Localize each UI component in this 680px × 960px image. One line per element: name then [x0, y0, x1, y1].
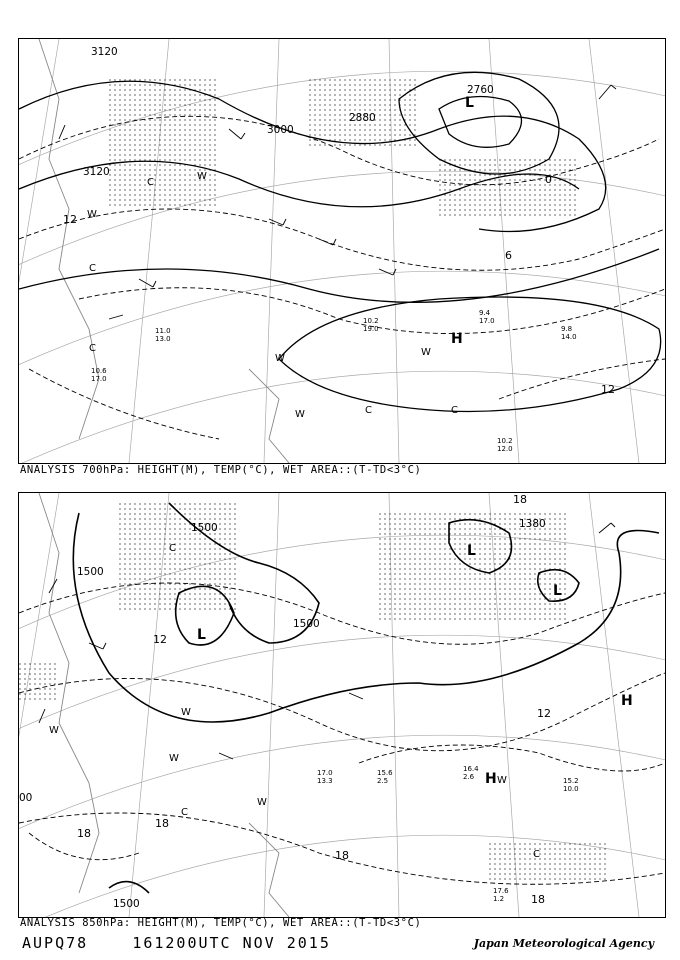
chart-code: AUPQ78 [22, 934, 89, 952]
cold-marker: C [365, 405, 372, 416]
station-temp: 9.8 [561, 325, 573, 333]
isotherm-label: 12 [537, 707, 551, 720]
height-label: 1500 [293, 618, 320, 630]
warm-marker: W [181, 707, 191, 718]
isotherm-label: 12 [601, 383, 615, 396]
cold-marker: C [181, 807, 188, 818]
isotherm-label: 18 [335, 849, 349, 862]
height-label: 1500 [113, 898, 140, 910]
height-label: 1380 [519, 518, 546, 530]
valid-time: 161200UTC NOV 2015 [132, 934, 331, 952]
station-temp: 16.4 [463, 765, 479, 773]
station-temp: 10.2 [497, 437, 513, 445]
station-dewpoint: 1.2 [493, 895, 505, 903]
warm-marker: W [295, 409, 305, 420]
station-dewpoint: 13.0 [155, 335, 171, 343]
isotherm-label: 6 [505, 249, 512, 262]
station-dewpoint: 13.3 [317, 777, 333, 785]
height-label: 3000 [267, 124, 294, 136]
cold-marker: C [451, 405, 458, 416]
wet-area-stipple [109, 79, 579, 219]
height-label: 3120 [83, 166, 110, 178]
isotherm-label: 18 [513, 493, 527, 506]
warm-marker: W [87, 209, 97, 220]
height-label: 1500 [191, 522, 218, 534]
warm-marker: W [497, 775, 507, 786]
station-dewpoint: 2.6 [463, 773, 475, 781]
cold-marker: C [169, 543, 176, 554]
station-temp: 10.2 [363, 317, 379, 325]
warm-marker: W [421, 347, 431, 358]
warm-marker: W [275, 353, 285, 364]
cold-marker: C [147, 177, 154, 188]
height-label: 1500 [77, 566, 104, 578]
isotherm-label: 12 [153, 633, 167, 646]
isotherms [19, 583, 665, 884]
isotherm-label: 18 [155, 817, 169, 830]
high-center-marker: H [621, 693, 633, 709]
station-dewpoint: 12.0 [497, 445, 513, 453]
cold-marker: C [533, 849, 540, 860]
station-temp: 17.6 [493, 887, 509, 895]
low-center-marker: L [197, 627, 206, 643]
wet-area-stipple [19, 503, 609, 883]
station-dewpoint: 17.0 [479, 317, 495, 325]
panel-caption-700hpa: ANALYSIS 700hPa: HEIGHT(M), TEMP(°C), WET AREA::(T-TD<3°C) [20, 464, 422, 476]
low-center-marker: L [465, 95, 474, 111]
warm-marker: W [49, 725, 59, 736]
station-dewpoint: 17.0 [91, 375, 107, 383]
warm-marker: W [257, 797, 267, 808]
low-center-marker: L [553, 583, 562, 599]
analysis-700hpa-panel [18, 38, 666, 464]
isotherm-label: 12 [63, 213, 77, 226]
high-center-marker: H [485, 771, 497, 787]
warm-marker: W [197, 171, 207, 182]
isotherm-label: 0 [545, 173, 552, 186]
panel-caption-850hpa: ANALYSIS 850hPa: HEIGHT(M), TEMP(°C), WET AREA::(T-TD<3°C) [20, 917, 422, 929]
isotherm-label: 18 [77, 827, 91, 840]
station-temp: 10.6 [91, 367, 107, 375]
map-700hpa [19, 39, 665, 463]
map-850hpa [19, 493, 665, 917]
cold-marker: C [89, 263, 96, 274]
station-dewpoint: 19.0 [363, 325, 379, 333]
isotherm-label: 18 [531, 893, 545, 906]
height-label: 00 [19, 792, 33, 804]
station-dewpoint: 2.5 [377, 777, 389, 785]
low-center-marker: L [467, 543, 476, 559]
station-temp: 9.4 [479, 309, 491, 317]
cold-marker: C [89, 343, 96, 354]
station-temp: 15.6 [377, 769, 393, 777]
station-dewpoint: 10.0 [563, 785, 579, 793]
station-temp: 15.2 [563, 777, 579, 785]
station-temp: 17.0 [317, 769, 333, 777]
warm-marker: W [169, 753, 179, 764]
height-label: 2880 [349, 112, 376, 124]
agency-credit: Japan Meteorological Agency [473, 937, 654, 950]
high-center-marker: H [451, 331, 463, 347]
station-temp: 11.0 [155, 327, 171, 335]
chart-id-and-time [22, 934, 331, 952]
height-label: 2760 [467, 84, 494, 96]
analysis-850hpa-panel [18, 492, 666, 918]
station-dewpoint: 14.0 [561, 333, 577, 341]
height-label: 3120 [91, 46, 118, 58]
